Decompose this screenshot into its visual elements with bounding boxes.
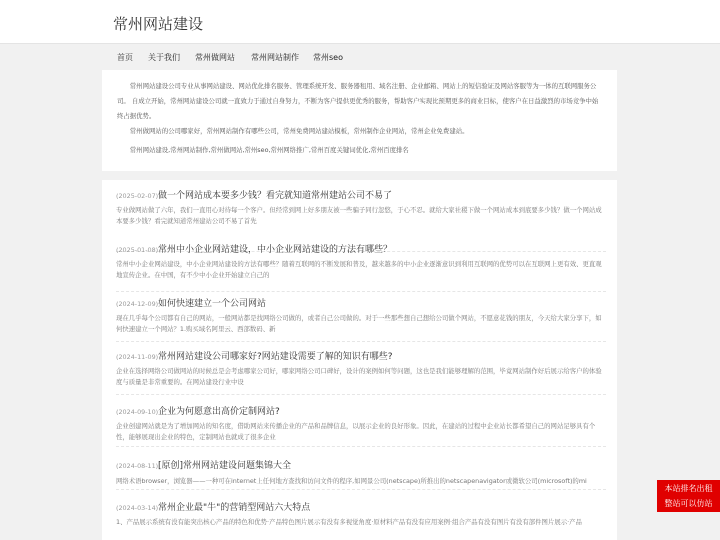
nav-item-website-making[interactable]: 常州网站制作: [251, 53, 299, 62]
article-summary: 专业做网站做了六年，我们一直用心对待每一个客户。但经常到网上好多朋友被一些骗子同行忽悠，于心不忍。就给大家社稷下做一个网站成本到底要多少钱？做一个网站成本要多少钱？看完就知道常州建站公司不易了首先: [116, 206, 602, 225]
nav-item-seo[interactable]: 常州seo: [313, 53, 343, 62]
article-title[interactable]: 做一个网站成本要多少钱？看完就知道常州建站公司不易了: [158, 191, 393, 201]
article-summary: 网络术语browser，浏览器——一种可在internet上任何地方查找和访问文件的程序,如网景公司(netscape)所推出的netscapenavigator或微软公司(microsoft)的mi: [116, 477, 587, 485]
article-date: (2025-01-08): [116, 246, 159, 254]
article-summary: 常州中小企业网站建设，中小企业网站建设的方法有哪些？随着互联网的不断发展和普及，越来越多的中小企业逐渐意识到利用互联网的优势可以在互联网上更有效、更直观地宣传企业。在中国，有不少中小企业开始建立自己的: [116, 260, 602, 279]
intro-paragraph: 常州做网站的公司哪家好，常州网站制作有哪些公司，常州免费网站建站模板，常州制作企业网站，常州企业免费建站。: [129, 127, 469, 135]
intro-keywords: 常州网站建设,常州网站制作,常州做网站,常州seo,常州网络推广,常州百度关键词优化,常州百度排名: [129, 146, 409, 154]
article-title[interactable]: [原创]常州网站建设问题集锦大全: [158, 461, 292, 471]
article-summary: 企业创建网站就是为了增加网站的知名度，借助网站来传播企业的产品和品牌信息，以展示企业的良好形象。因此，在建站的过程中企业站长都希望自己的网站足够具有个性，能够展现出企业的特色，定制网站也就成了很多企业: [116, 422, 596, 441]
article-item: [116, 232, 606, 292]
article-item: [116, 340, 606, 395]
article-list: [102, 180, 617, 540]
article-title[interactable]: 常州企业最"牛"的营销型网站六大特点: [158, 503, 311, 513]
article-date: (2024-09-10): [116, 408, 159, 416]
article-date: (2024-12-09): [116, 300, 159, 308]
article-summary: 1、产品展示系统有没有能突出核心产品的特色和优势·产品特色图片展示有没有多视觉角度·原材料产品有没有应用案例·组合产品有没有图片有没有部件图片展示·产品: [116, 518, 582, 526]
article-date: (2024-08-11): [116, 462, 159, 470]
badge-line: 整站可以仿站: [664, 499, 713, 508]
badge-line: 本站排名出租: [664, 484, 713, 493]
nav-item-website-building[interactable]: 常州做网站: [195, 53, 235, 62]
article-date: (2024-03-14): [116, 504, 159, 512]
site-title[interactable]: 常州网站建设: [113, 15, 204, 33]
nav-item-about[interactable]: 关于我们: [148, 53, 180, 62]
nav-item-home[interactable]: 首页: [117, 53, 133, 62]
ranking-rental-badge[interactable]: [657, 480, 720, 512]
header: [0, 0, 720, 44]
article-date: (2025-02-07): [116, 192, 159, 200]
article-item: [116, 448, 606, 490]
article-title[interactable]: 常州网站建设公司哪家好?网站建设需要了解的知识有哪些?: [158, 352, 393, 362]
article-item: [116, 395, 606, 447]
article-item: [116, 492, 606, 540]
article-item: [116, 287, 606, 342]
article-date: (2024-11-09): [116, 353, 159, 361]
intro-panel: [102, 70, 617, 171]
article-title[interactable]: 企业为何愿意出高价定制网站?: [158, 407, 280, 417]
intro-paragraph: 常州网站建设公司专业从事网站建设、网站优化排名服务、管理系统开发、服务器租用、域名注册、企业邮箱、网站上的短信验证及网站客服等为一体的互联网服务公司。 自成立开始，常州网站建设公司就一直致力于通过自身努力，不断为客户提供更优秀的服务，帮助客户实现比预期更多的商业目标，使客户在日益激烈的市场竞争中始终占据优势。: [117, 82, 599, 120]
article-summary: 现在几乎每个公司都有自己的网站，一般网站都是找网络公司做的，或者自己公司做的。对于一些那些想自己想给公司做个网站，不愿意花钱的朋友，今天给大家分享下，如何快速建立一个网站？1.购买域名阿里云、西部数码、新: [116, 314, 602, 333]
article-summary: 企业在选择网络公司做网站的时候总是会考虑哪家公司好，哪家网络公司口碑好，设计的案例如何等问题，这也是我们能够理解的范围，毕竟网站制作好后展示给客户的体验度与质量是非常重要的。在网站建设行业中设: [116, 367, 602, 386]
article-title[interactable]: 常州中小企业网站建设，中小企业网站建设的方法有哪些？: [158, 245, 393, 255]
article-title[interactable]: 如何快速建立一个公司网站: [158, 299, 267, 309]
